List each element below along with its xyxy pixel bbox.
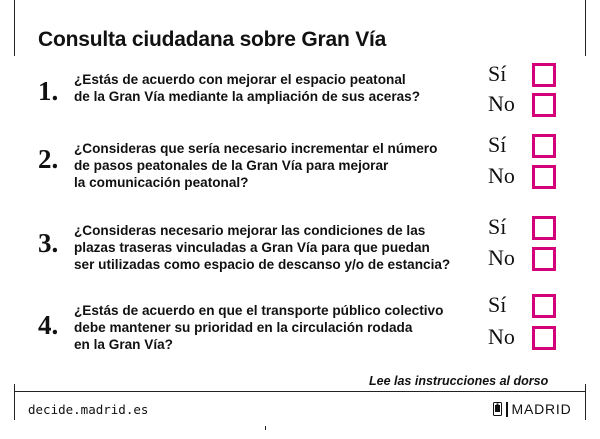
form-title: Consulta ciudadana sobre Gran Vía [38,28,387,51]
question-text [74,302,443,353]
question-line: de la Gran Vía mediante la ampliación de sus aceras? [74,89,421,104]
question-4 [38,302,478,362]
question-text [74,71,420,105]
yes-label: Sí [488,214,507,239]
footer-divider [14,391,586,392]
question-2-no-option[interactable] [488,164,560,188]
question-text [74,222,450,273]
question-3-no-checkbox[interactable] [532,247,556,271]
question-2-no-checkbox[interactable] [532,165,556,189]
question-4-no-option[interactable] [488,325,560,349]
question-1 [38,68,478,118]
question-4-yes-checkbox[interactable] [532,294,556,318]
brand-name: MADRID [511,401,572,417]
question-line: en la Gran Vía? [74,337,173,352]
question-line: la comunicación peatonal? [74,175,249,190]
question-3-yes-checkbox[interactable] [532,216,556,240]
yes-label: Sí [488,132,507,157]
website-link[interactable]: decide.madrid.es [28,402,149,417]
frame-mark-top-left [14,0,15,56]
brand-separator [506,402,508,417]
question-2-yes-option[interactable] [488,133,560,157]
frame-mark-top-right [585,0,586,56]
instructions-note: Lee las instrucciones al dorso [369,374,549,388]
question-line: debe mantener su prioridad en la circulación rodada [74,320,413,335]
frame-mark-bottom-right [585,384,586,420]
question-1-yes-checkbox[interactable] [532,63,556,87]
question-2-yes-checkbox[interactable] [532,134,556,158]
madrid-bear-icon [493,402,502,416]
question-4-yes-option[interactable] [488,293,560,317]
question-line: ¿Consideras que sería necesario incrementar el número [74,141,438,156]
question-1-no-checkbox[interactable] [532,93,556,117]
question-number: 1. [38,76,59,106]
frame-mark-bottom-left [14,384,15,420]
question-line: ¿Estás de acuerdo en que el transporte público colectivo [74,303,444,318]
frame-mark-bottom-center [265,426,266,430]
question-number: 2. [38,144,59,174]
question-4-no-checkbox[interactable] [532,326,556,350]
question-3 [38,222,478,282]
brand-logo [493,399,572,419]
question-text [74,140,437,191]
question-number: 3. [38,228,59,258]
yes-label: Sí [488,292,507,317]
yes-label: Sí [488,61,507,86]
question-1-yes-option[interactable] [488,62,560,86]
question-line: de pasos peatonales de la Gran Vía para mejorar [74,158,389,173]
question-line: ser utilizadas como espacio de descanso y/o de estancia? [74,257,451,272]
question-line: ¿Estás de acuerdo con mejorar el espacio peatonal [74,72,406,87]
question-3-no-option[interactable] [488,246,560,270]
question-line: ¿Consideras necesario mejorar las condiciones de las [74,223,426,238]
question-2 [38,140,478,200]
no-label: No [488,245,515,270]
no-label: No [488,163,515,188]
no-label: No [488,91,515,116]
question-3-yes-option[interactable] [488,215,560,239]
question-number: 4. [38,310,59,340]
no-label: No [488,324,515,349]
question-1-no-option[interactable] [488,92,560,116]
question-line: plazas traseras vinculadas a Gran Vía para que puedan [74,240,430,255]
